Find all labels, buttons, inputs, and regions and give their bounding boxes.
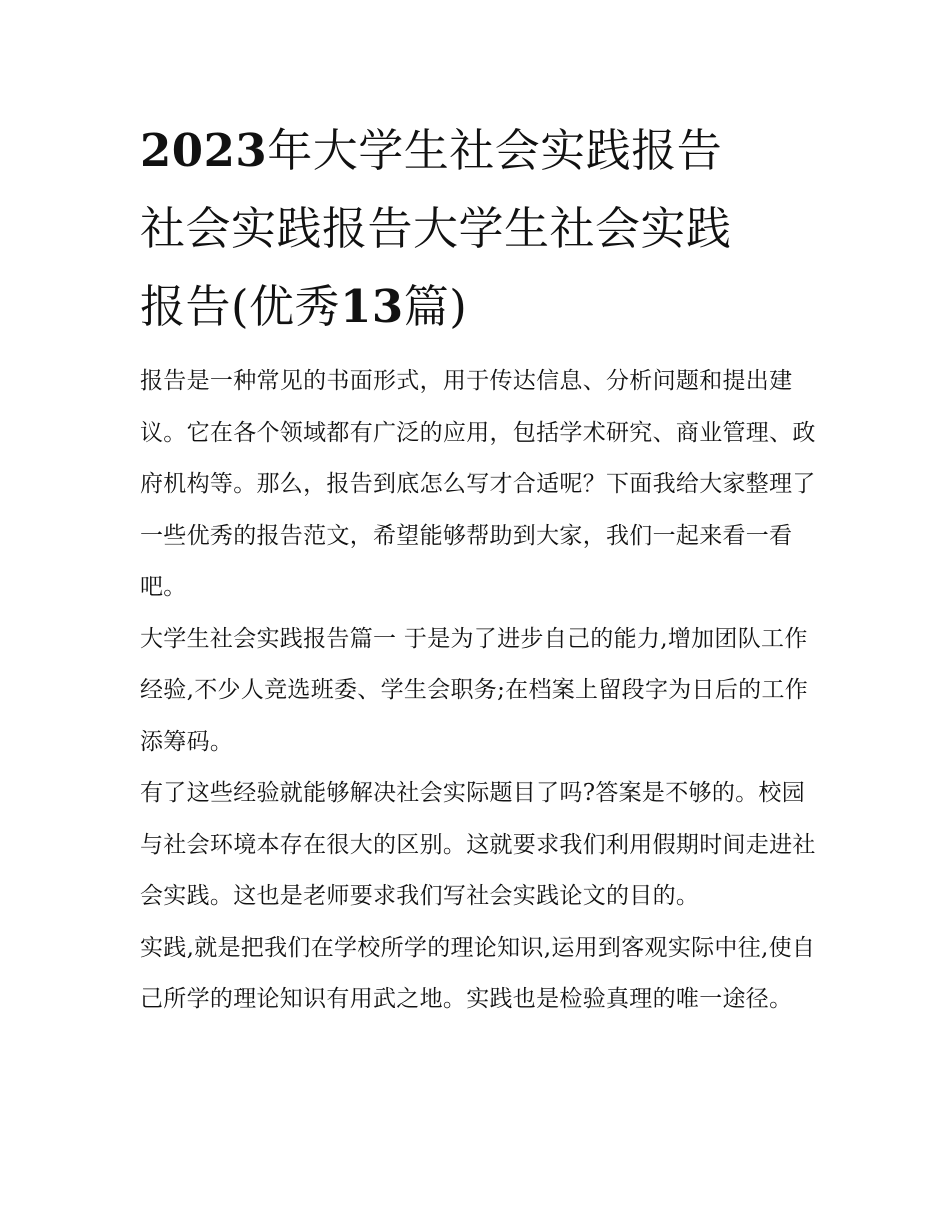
title-line-3: 报告(优秀13篇) <box>140 280 468 333</box>
paragraph-practice: 实践,就是把我们在学校所学的理论知识,运用到客观实际中往,使自己所学的理论知识有用武之地。实践也是检验真理的唯一途径。 <box>140 934 816 1012</box>
paragraph-intro: 报告是一种常见的书面形式，用于传达信息、分析问题和提出建议。它在各个领域都有广泛的应用，包括学术研究、商业管理、政府机构等。那么，报告到底怎么写才合适呢？下面我给大家整理了一些优秀的报告范文，希望能够帮助到大家，我们一起来看一看吧。 <box>140 368 816 600</box>
document-page <box>140 112 820 1026</box>
paragraph-section-one: 大学生社会实践报告篇一 于是为了进步自己的能力,增加团队工作经验,不少人竞选班委、学生会职务;在档案上留段字为日后的工作添筹码。 <box>140 625 809 755</box>
document-title <box>140 112 820 346</box>
title-line-1: 2023年大学生社会实践报告 <box>140 124 723 177</box>
title-line-2: 社会实践报告大学生社会实践 <box>140 202 732 255</box>
paragraph-experience: 有了这些经验就能够解决社会实际题目了吗?答案是不够的。校园与社会环境本存在很大的区别。这就要求我们利用假期时间走进社会实践。这也是老师要求我们写社会实践论文的目的。 <box>140 780 816 909</box>
